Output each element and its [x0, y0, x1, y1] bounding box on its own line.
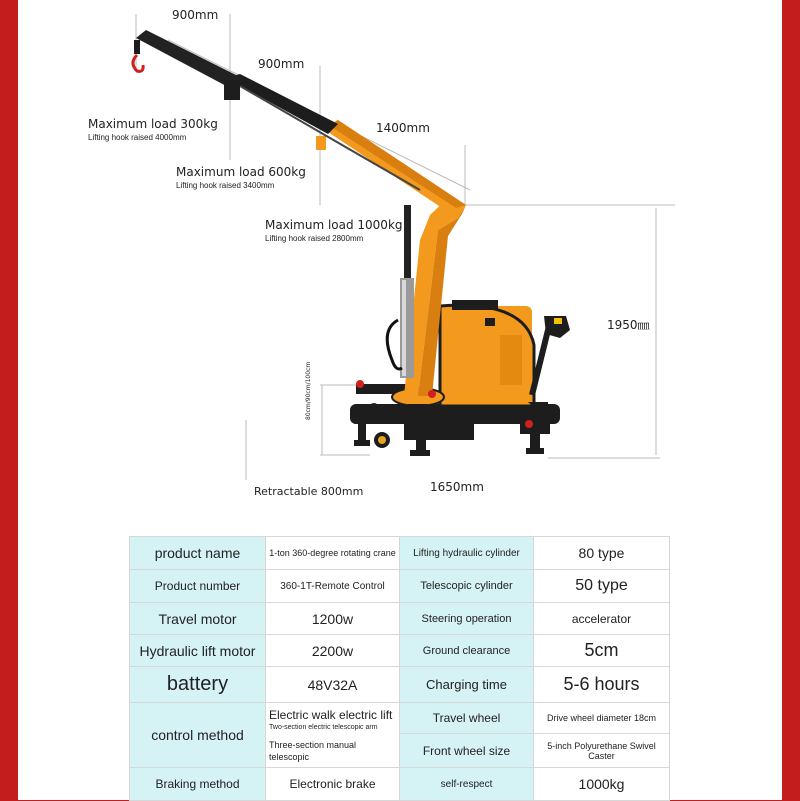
front-wheel-value: 5-inch Polyurethane Swivel Caster — [534, 734, 670, 768]
dim-leg-height: 80cm/90cm/100cm — [305, 361, 312, 420]
load-sub: Lifting hook raised 2800mm — [265, 234, 364, 243]
product-number-label: Product number — [130, 570, 266, 603]
travel-motor-label: Travel motor — [130, 603, 266, 635]
lift-cylinder-value: 80 type — [534, 537, 670, 570]
dim-mid-section: 900mm — [258, 57, 305, 71]
product-name-label: product name — [130, 537, 266, 570]
travel-motor-value: 1200w — [266, 603, 400, 635]
charging-value: 5-6 hours — [534, 667, 670, 703]
control-line-3: Three-section manual telescopic — [269, 739, 357, 762]
product-name-value: 1-ton 360-degree rotating crane — [266, 537, 400, 570]
lift-motor-value: 2200w — [266, 635, 400, 667]
steering-value: accelerator — [534, 603, 670, 635]
steering-label: Steering operation — [400, 603, 534, 635]
table-row — [130, 635, 670, 667]
load-1000kg — [265, 218, 403, 243]
load-300kg — [88, 117, 218, 142]
travel-wheel-value: Drive wheel diameter 18cm — [534, 703, 670, 734]
dim-length: 1650mm — [430, 480, 484, 494]
charging-label: Charging time — [400, 667, 534, 703]
load-sub: Lifting hook raised 3400mm — [176, 181, 275, 190]
table-row — [130, 603, 670, 635]
table-row — [130, 570, 670, 603]
load-title: Maximum load 1000kg — [265, 218, 403, 232]
dim-boom-section: 1400mm — [376, 121, 430, 135]
dim-retractable: Retractable 800mm — [254, 485, 364, 498]
load-600kg — [176, 165, 306, 190]
braking-value: Electronic brake — [266, 768, 400, 801]
control-line-2: Two-section electric telescopic arm — [269, 724, 378, 732]
clearance-label: Ground clearance — [400, 635, 534, 667]
control-line-1: Electric walk electric lift — [269, 708, 393, 723]
travel-wheel-label: Travel wheel — [400, 703, 534, 734]
table-row — [130, 537, 670, 570]
telescopic-cylinder-label: Telescopic cylinder — [400, 570, 534, 603]
braking-label: Braking method — [130, 768, 266, 801]
battery-value: 48V32A — [266, 667, 400, 703]
load-sub: Lifting hook raised 4000mm — [88, 133, 187, 142]
load-title: Maximum load 600kg — [176, 165, 306, 179]
front-wheel-label: Front wheel size — [400, 734, 534, 768]
self-respect-value: 1000kg — [534, 768, 670, 801]
table-row — [130, 768, 670, 801]
telescopic-cylinder-value: 50 type — [534, 570, 670, 603]
control-value — [266, 703, 400, 768]
dim-top-section: 900mm — [172, 8, 219, 22]
dim-height: 1950㎜ — [607, 318, 650, 332]
lift-motor-label: Hydraulic lift motor — [130, 635, 266, 667]
self-respect-label: self-respect — [400, 768, 534, 801]
clearance-value: 5cm — [534, 635, 670, 667]
battery-label: battery — [130, 667, 266, 703]
table-row — [130, 703, 670, 734]
lift-cylinder-label: Lifting hydraulic cylinder — [400, 537, 534, 570]
table-row — [130, 667, 670, 703]
control-label: control method — [130, 703, 266, 768]
load-title: Maximum load 300kg — [88, 117, 218, 131]
spec-table — [129, 536, 670, 801]
product-number-value: 360-1T-Remote Control — [266, 570, 400, 603]
